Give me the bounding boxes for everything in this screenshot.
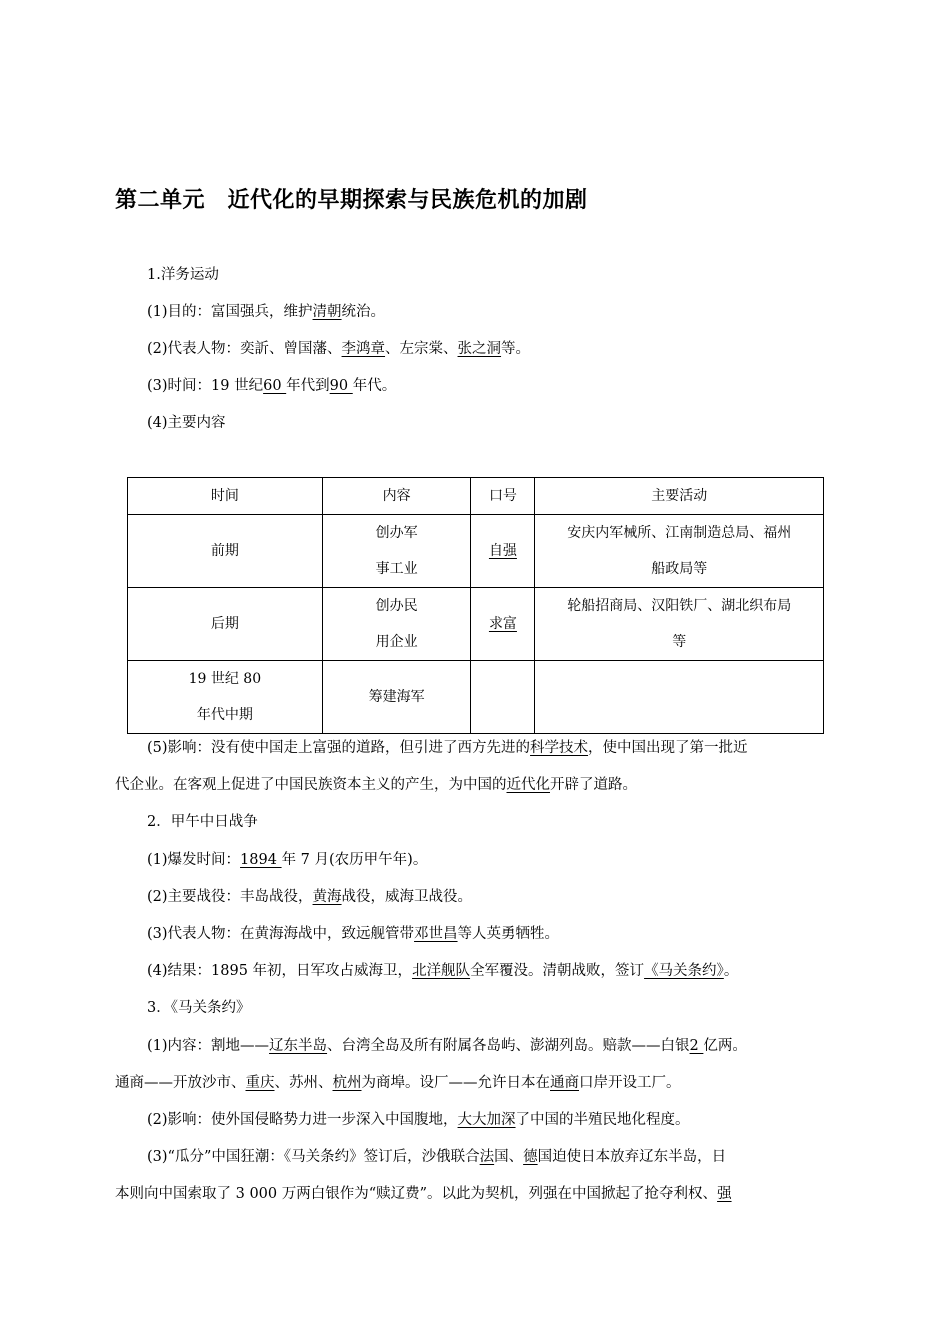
table-header: 口号	[471, 478, 535, 515]
paragraph-impact-cont: 代企业。在客观上促进了中国民族资本主义的产生，为中国的近代化开辟了道路。	[115, 777, 637, 793]
paragraph-outbreak: (1)爆发时间：1894 年 7 月(农历甲午年)。	[147, 852, 428, 868]
answer-blank: 自强	[488, 543, 517, 559]
table-cell	[471, 588, 535, 661]
section-heading-yangwu: 1.洋务运动	[147, 267, 219, 283]
paragraph-figures: (2)代表人物：奕訢、曾国藩、李鸿章、左宗棠、张之洞等。	[147, 341, 531, 357]
paragraph-treaty-content: (1)内容：割地——辽东半岛、台湾全岛及所有附属各岛屿、澎湖列岛。赔款——白银2 亿两。	[147, 1038, 747, 1054]
answer-blank: 重庆	[245, 1075, 275, 1091]
answer-blank: 法	[479, 1149, 495, 1165]
answer-blank: 大大加深	[457, 1112, 516, 1128]
answer-blank: 杭州	[332, 1075, 362, 1091]
paragraph-heroes: (3)代表人物：在黄海海战中，致远舰管带邓世昌等人英勇牺牲。	[147, 926, 560, 942]
table-cell	[471, 661, 535, 734]
page-title: 第二单元 近代化的早期探索与民族危机的加剧	[115, 188, 588, 213]
paragraph-result: (4)结果：1895 年初，日军攻占威海卫，北洋舰队全军覆没。清朝战败，签订《马关条约》。	[147, 963, 739, 979]
table-header-row	[128, 478, 824, 515]
paragraph-partition-cont: 本则向中国索取了 3 000 万两白银作为“赎辽费”。以此为契机，列强在中国掀起了抢夺利权、强	[115, 1186, 732, 1202]
table-row	[128, 515, 824, 588]
table-header: 内容	[322, 478, 471, 515]
paragraph-treaty-impact: (2)影响：使外国侵略势力进一步深入中国腹地，大大加深了中国的半殖民地化程度。	[147, 1112, 690, 1128]
table-cell: 创办军 事工业	[322, 515, 471, 588]
paragraph-time: (3)时间：19 世纪60 年代到90 年代。	[147, 378, 397, 394]
paragraph-impact: (5)影响：没有使中国走上富强的道路，但引进了西方先进的科学技术，使中国出现了第一批近	[147, 740, 748, 756]
answer-blank: 近代化	[506, 777, 550, 793]
answer-blank: 李鸿章	[341, 341, 386, 357]
answer-blank: 通商	[550, 1075, 579, 1091]
table-cell: 19 世纪 80 年代中期	[128, 661, 323, 734]
paragraph-partition: (3)“瓜分”中国狂潮：《马关条约》签订后，沙俄联合法国、德国迫使日本放弃辽东半岛，日	[147, 1149, 727, 1165]
answer-blank: 求富	[488, 616, 517, 632]
paragraph-treaty-content-cont: 通商——开放沙市、重庆、苏州、杭州为商埠。设厂——允许日本在通商口岸开设工厂。	[115, 1075, 681, 1091]
answer-blank: 张之洞	[457, 341, 502, 357]
paragraph-main-content: (4)主要内容	[147, 415, 226, 431]
paragraph-battles: (2)主要战役：丰岛战役，黄海战役，威海卫战役。	[147, 889, 473, 905]
answer-blank: 辽东半岛	[269, 1038, 328, 1054]
answer-blank: 德	[523, 1149, 538, 1165]
table-row	[128, 661, 824, 734]
answer-blank: 1894	[240, 852, 282, 868]
answer-blank: 60	[263, 378, 287, 394]
answer-blank: 2	[689, 1038, 704, 1054]
table-cell: 前期	[128, 515, 323, 588]
answer-blank: 90	[329, 378, 353, 394]
table-cell: 筹建海军	[322, 661, 471, 734]
yangwu-table	[127, 477, 824, 734]
table-cell: 后期	[128, 588, 323, 661]
answer-blank: 《马关条约》	[644, 963, 724, 979]
answer-blank: 科学技术	[530, 740, 589, 756]
table-header: 主要活动	[535, 478, 824, 515]
answer-blank: 黄海	[312, 889, 342, 905]
answer-blank: 邓世昌	[414, 926, 458, 942]
answer-blank: 清朝	[312, 304, 342, 320]
table-cell: 创办民 用企业	[322, 588, 471, 661]
answer-blank: 北洋舰队	[412, 963, 471, 979]
table-row	[128, 588, 824, 661]
table-cell: 轮船招商局、汉阳铁厂、湖北织布局 等	[535, 588, 824, 661]
table-cell	[471, 515, 535, 588]
answer-blank: 强	[717, 1186, 732, 1202]
paragraph-purpose: (1)目的：富国强兵，维护清朝统治。	[147, 304, 386, 320]
table-header: 时间	[128, 478, 323, 515]
table-cell: 安庆内军械所、江南制造总局、福州 船政局等	[535, 515, 824, 588]
section-heading-sino-japanese-war: 2．甲午中日战争	[147, 814, 258, 830]
section-heading-treaty: 3．《马关条约》	[147, 1000, 251, 1016]
table-cell	[535, 661, 824, 734]
